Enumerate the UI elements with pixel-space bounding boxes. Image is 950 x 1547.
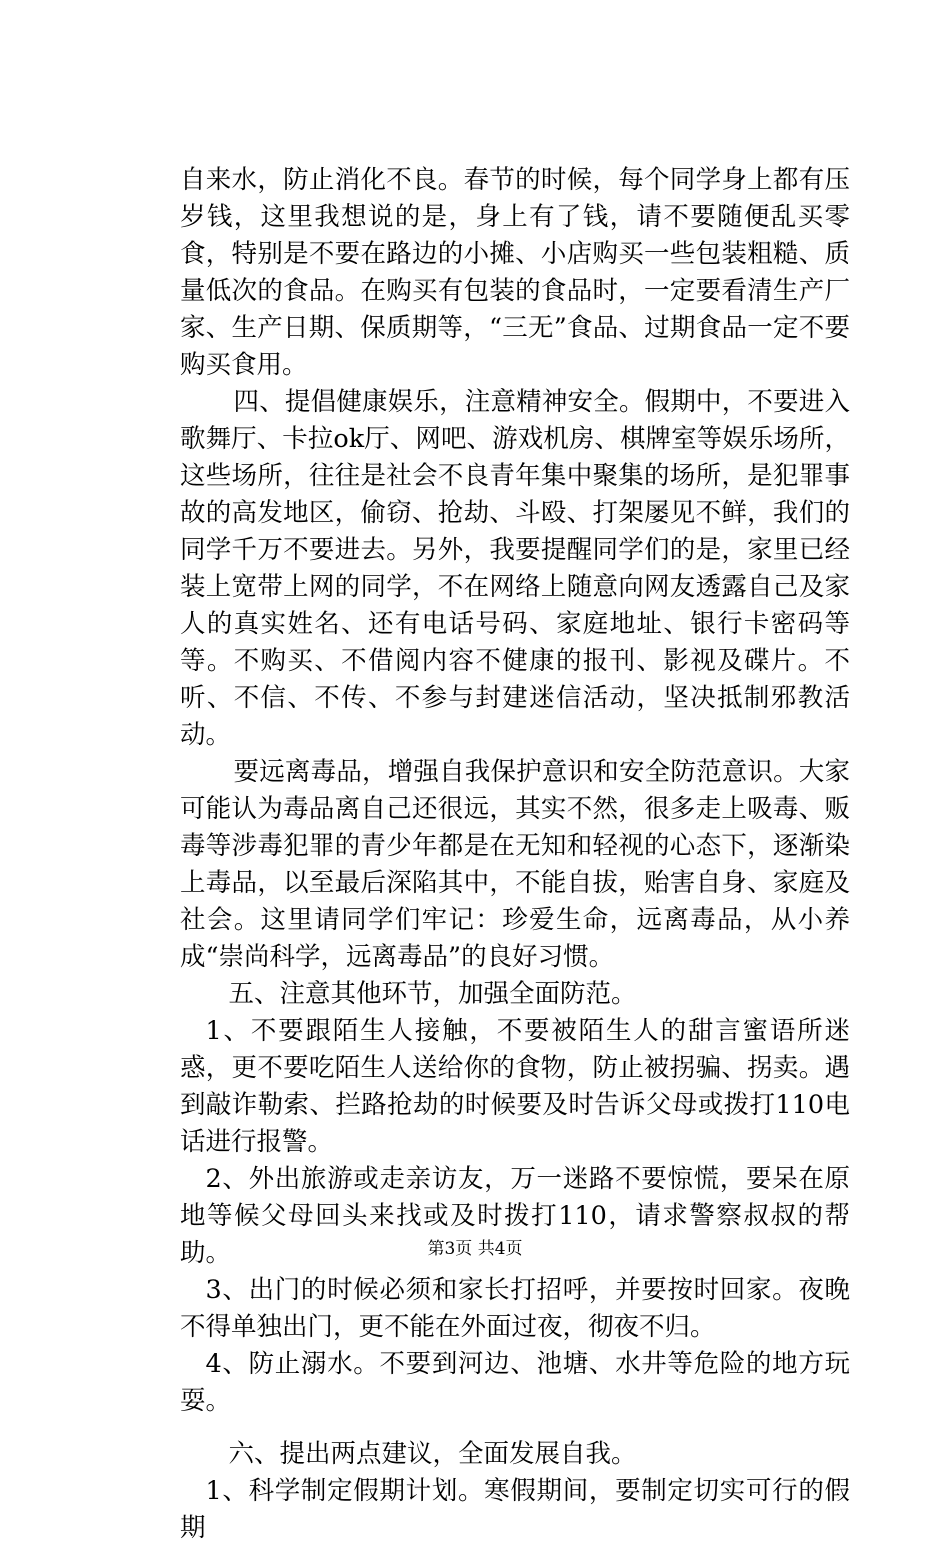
- heading-suggestions: 六、提出两点建议，全面发展自我。: [228, 1439, 637, 1469]
- paragraph-getting-lost: 2、外出旅游或走亲访友，万一迷路不要惊慌，要呆在原地等候父母回头来找或及时拨打110，请求警察叔叔的帮助。: [180, 1164, 850, 1268]
- paragraph-going-out: 3、出门的时候必须和家长打招呼，并要按时回家。夜晚不得单独出门，更不能在外面过夜，彻夜不归。: [180, 1275, 850, 1342]
- paragraph-drowning: 4、防止溺水。不要到河边、池塘、水井等危险的地方玩耍。: [180, 1349, 850, 1416]
- heading-other-precautions: 五、注意其他环节，加强全面防范。: [228, 979, 637, 1009]
- paragraph-food-safety: 自来水，防止消化不良。春节的时候，每个同学身上都有压岁钱，这里我想说的是，身上有了钱，请不要随便乱买零食，特别是不要在路边的小摊、小店购买一些包装粗糙、质量低次的食品。在购买有包装的食品时，一定要看清生产厂家、生产日期、保质期等，“三无”食品、过期食品一定不要购买食用。: [180, 165, 850, 380]
- paragraph-healthy-entertainment: 四、提倡健康娱乐，注意精神安全。假期中，不要进入歌舞厅、卡拉ok厅、网吧、游戏机房、棋牌室等娱乐场所，这些场所，往往是社会不良青年集中聚集的场所，是犯罪事故的高发地区，偷窃、抢劫、斗殴、打架屡见不鲜，我们的同学千万不要进去。另外，我要提醒同学们的是，家里已经装上宽带上网的同学，不在网络上随意向网友透露自己及家人的真实姓名、还有电话号码、家庭地址、银行卡密码等等。不购买、不借阅内容不健康的报刊、影视及碟片。不听、不信、不传、不参与封建迷信活动，坚决抵制邪教活动。: [180, 387, 850, 750]
- page-number-footer: 第3页 共4页: [427, 1239, 523, 1259]
- paragraph-holiday-plan: 1、科学制定假期计划。寒假期间，要制定切实可行的假期: [180, 1476, 850, 1543]
- document-body: [180, 162, 850, 1547]
- paragraph-drug-prevention: 要远离毒品，增强自我保护意识和安全防范意识。大家可能认为毒品离自己还很远，其实不然，很多走上吸毒、贩毒等涉毒犯罪的青少年都是在无知和轻视的心态下，逐渐染上毒品，以至最后深陷其中，不能自拔，贻害自身、家庭及社会。这里请同学们牢记：珍爱生命，远离毒品，从小养成“崇尚科学，远离毒品”的良好习惯。: [180, 757, 850, 972]
- paragraph-strangers: 1、不要跟陌生人接触，不要被陌生人的甜言蜜语所迷惑，更不要吃陌生人送给你的食物，防止被拐骗、拐卖。遇到敲诈勒索、拦路抢劫的时候要及时告诉父母或拨打110电话进行报警。: [180, 1016, 850, 1157]
